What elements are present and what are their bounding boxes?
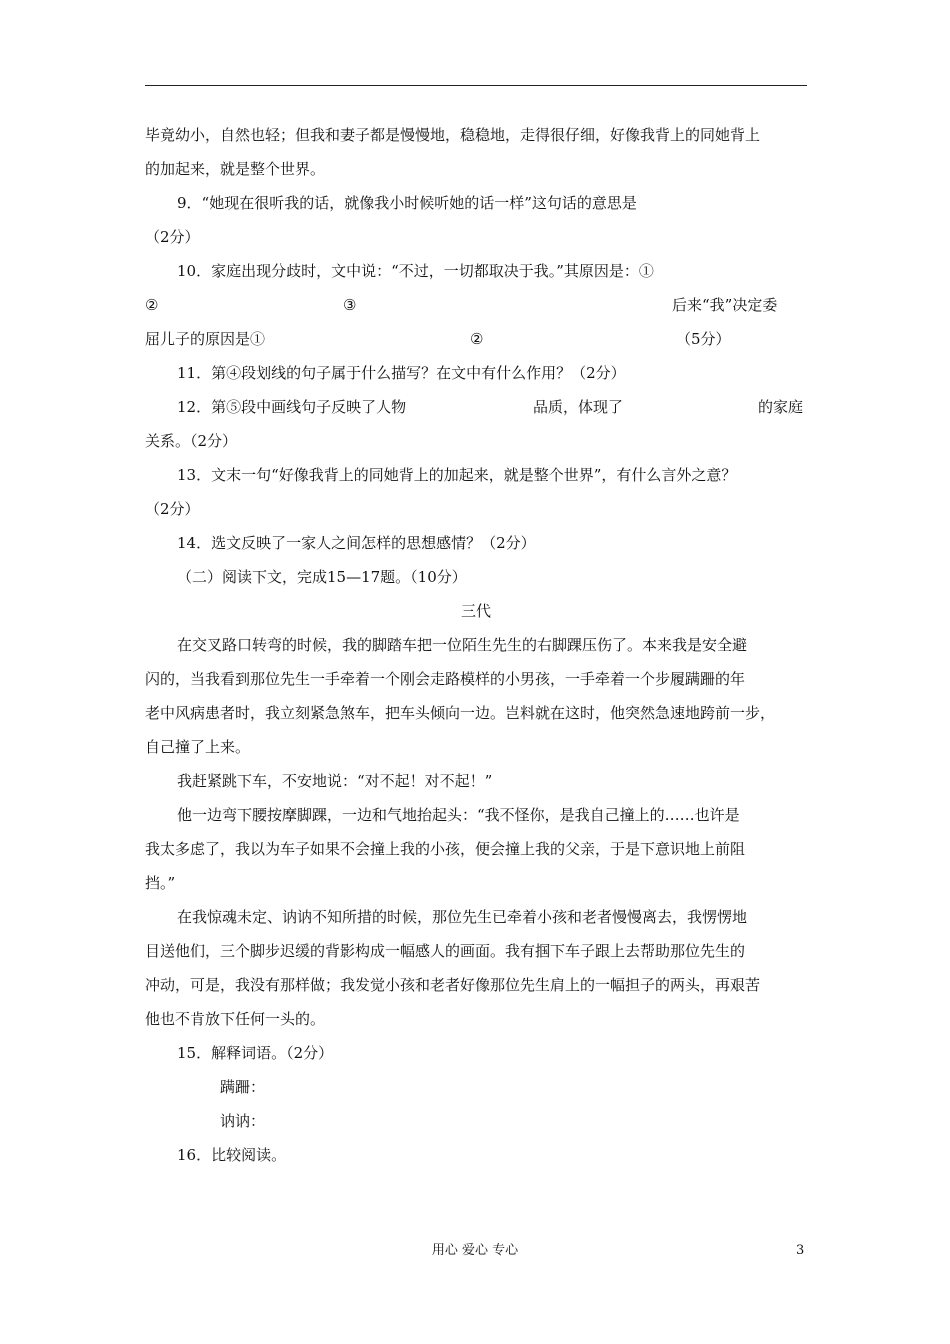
blank-marker: ② [470,330,484,348]
question-10-blanks [145,288,807,322]
question-15: 15．解释词语。（2分） [177,1044,334,1062]
article-paragraph: 在我惊魂未定、讷讷不知所措的时候，那位先生已牵着小孩和老者慢慢离去，我愣愣地 [177,908,748,926]
section-intro: （二）阅读下文，完成15—17题。（10分） [177,568,467,586]
blank-marker: ③ [343,296,357,314]
footer-slogan: 用心 爱心 专心 [431,1243,519,1258]
page-content [145,118,807,1172]
question-15-word: 蹒跚： [220,1078,266,1096]
question-10-text: 后来“我”决定委 [672,296,778,314]
question-9-score: （2分） [145,228,200,246]
article-paragraph: 闪的，当我看到那位先生一手牵着一个刚会走路模样的小男孩，一手牵着一个步履蹒跚的年 [145,670,746,688]
article-paragraph: 我赶紧跳下车，不安地说：“对不起！对不起！” [177,772,493,790]
question-16: 16．比较阅读。 [177,1146,287,1164]
question-13: 13．文末一句“好像我背上的同她背上的加起来，就是整个世界”，有什么言外之意？ [177,466,737,484]
article-paragraph: 老中风病患者时，我立刻紧急煞车，把车头倾向一边。岂料就在这时，他突然急速地跨前一步， [145,704,776,722]
question-12-text: 的家庭 [758,398,804,416]
question-10-text: 屈儿子的原因是① [145,330,266,348]
question-12-score: 关系。（2分） [145,432,238,450]
question-10-score: （5分） [676,330,731,348]
question-12-text: 12．第⑤段中画线句子反映了人物 [177,398,407,416]
article-paragraph: 在交叉路口转弯的时候，我的脚踏车把一位陌生先生的右脚踝压伤了。本来我是安全避 [177,636,748,654]
article-paragraph: 他一边弯下腰按摩脚踝，一边和气地抬起头：“我不怪你，是我自己撞上的……也许是 [177,806,740,824]
article-paragraph: 挡。” [145,874,176,892]
article-paragraph: 他也不肯放下任何一头的。 [145,1010,326,1028]
question-10-blanks [145,322,807,356]
blank-marker: ② [145,296,159,314]
question-12-text: 品质，体现了 [533,398,624,416]
article-paragraph: 冲动，可是，我没有那样做；我发觉小孩和老者好像那位先生肩上的一幅担子的两头，再艰苦 [145,976,761,994]
header-rule [145,85,807,86]
passage-text: 毕竟幼小，自然也轻；但我和妻子都是慢慢地，稳稳地，走得很仔细，好像我背上的同她背上 [145,126,761,144]
article-paragraph: 目送他们，三个脚步迟缓的背影构成一幅感人的画面。我有掴下车子跟上去帮助那位先生的 [145,942,746,960]
question-11: 11．第④段划线的句子属于什么描写？在文中有什么作用？（2分） [177,364,626,382]
page-number: 3 [796,1243,805,1258]
passage-text: 的加起来，就是整个世界。 [145,160,326,178]
article-paragraph: 我太多虑了，我以为车子如果不会撞上我的小孩，便会撞上我的父亲，于是下意识地上前阻 [145,840,746,858]
question-9: 9．“她现在很听我的话，就像我小时候听她的话一样”这句话的意思是 [177,194,637,212]
question-13-score: （2分） [145,500,200,518]
question-12 [145,390,807,424]
question-10: 10．家庭出现分歧时，文中说：“不过，一切都取决于我。”其原因是：① [177,262,654,280]
article-paragraph: 自己撞了上来。 [145,738,251,756]
article-title: 三代 [460,602,491,620]
question-14: 14．选文反映了一家人之间怎样的思想感情？（2分） [177,534,536,552]
question-15-word: 讷讷： [220,1112,266,1130]
